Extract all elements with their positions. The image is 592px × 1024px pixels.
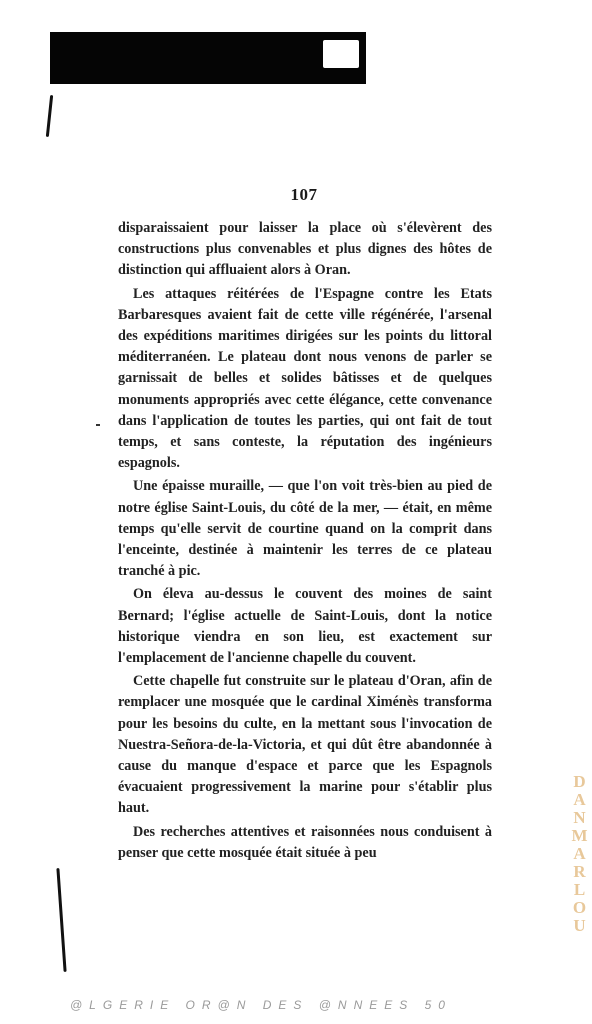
paragraph-5: Cette chapelle fut construite sur le plateau d'Oran, afin de remplacer une mosquée que le cardinal Ximénès transforma pour les besoins du culte, en la mettant sous l'invocation de Nuestra-Señora-de-la-Victoria, et qui dût être abandonnée à cause du manque d'espace et parce que les Espagnols évacuaient progressivement la marine pour s'établir plus haut. [118, 673, 492, 817]
vertical-watermark: DANMARLOU [570, 772, 589, 934]
scan-speck [96, 424, 100, 426]
scan-edge-mark-top [46, 95, 53, 137]
paragraph-4: On éleva au-dessus le couvent des moines de saint Bernard; l'église actuelle de Saint-Louis, dont la notice historique viendra en son lieu, est exactement sur l'emplacement de l'ancienne chapelle du couvent. [118, 586, 492, 667]
footer-watermark: @LGERIE OR@N DES @NNEES 50 [70, 998, 452, 1012]
paragraph-2: Les attaques réitérées de l'Espagne contre les Etats Barbaresques avaient fait de cette ville régénérée, l'arsenal des expéditions maritimes dirigées sur les points du littoral méditerranéen. Le plateau dont nous venons de parler se garnissait de belles et solides bâtisses et de quelques monuments appropriés avec cette élégance, cette convenance dans l'application de toutes les parties, qui ont fait de tout temps, et sans conteste, la réputation des ingénieurs espagnols. [118, 285, 492, 472]
paragraph-1: disparaissaient pour laisser la place où s'élevèrent des constructions plus convenables et plus dignes des hôtes de distinction qui affluaient alors à Oran. [118, 220, 492, 279]
scan-edge-mark-bottom [56, 868, 66, 972]
scan-redaction-bar [50, 32, 366, 84]
page-number: 107 [290, 185, 318, 204]
paragraph-3: Une épaisse muraille, — que l'on voit très-bien au pied de notre église Saint-Louis, du côté de la mer, — était, en même temps qu'elle servit de courtine quand on la comprit dans l'enceinte, destinée à maintenir les terres de ce plateau tranché à pic. [118, 478, 492, 580]
scan-white-notch [323, 40, 359, 68]
paragraph-6: Des recherches attentives et raisonnées nous conduisent à penser que cette mosquée était située à peu [118, 823, 492, 861]
body-text [118, 218, 492, 866]
